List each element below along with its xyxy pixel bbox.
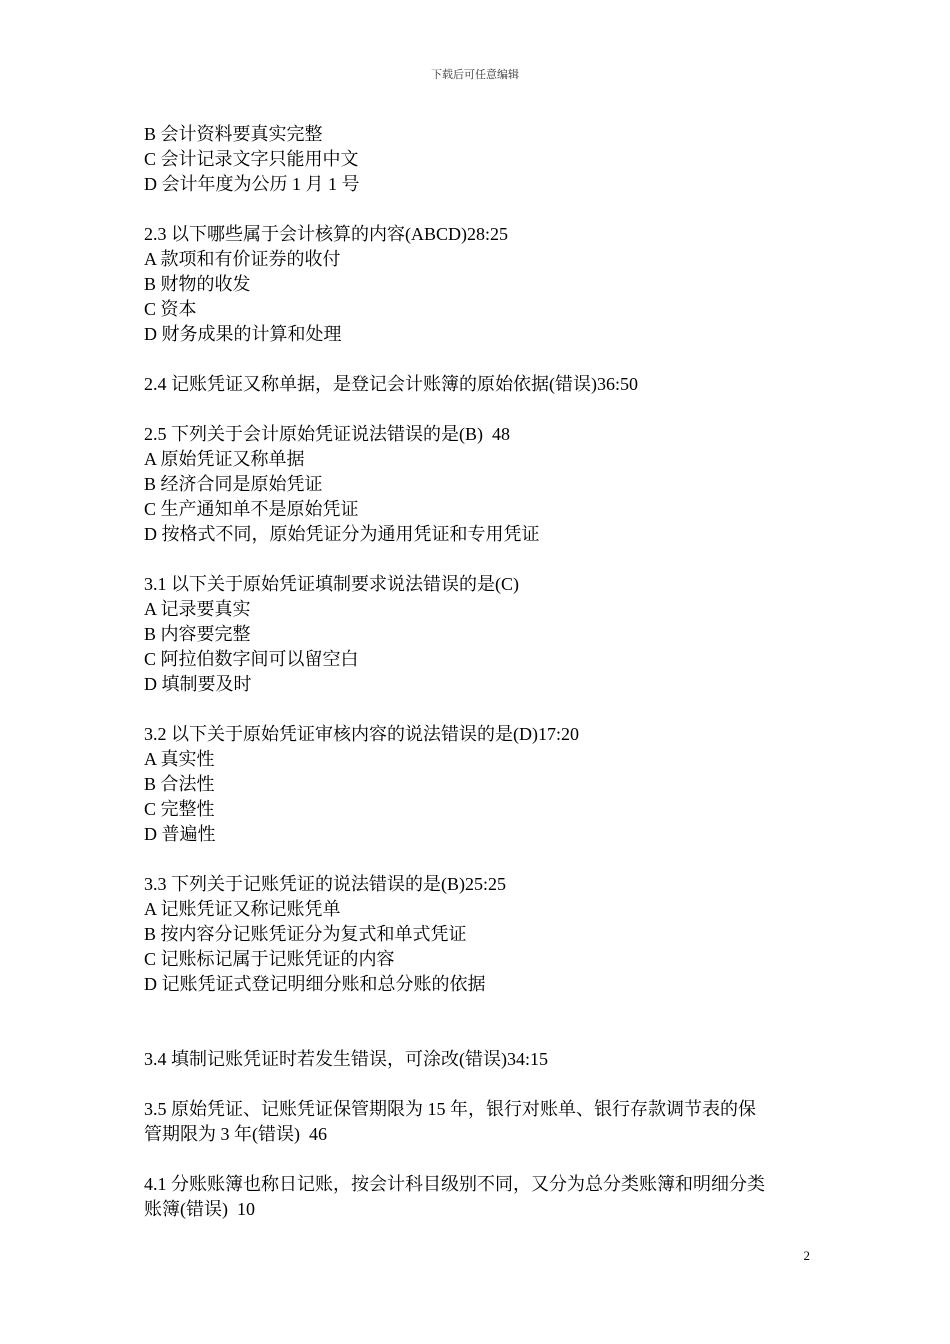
question-line: 3.4 填制记账凭证时若发生错误，可涂改(错误)34:15 xyxy=(144,1049,548,1069)
question-line: 3.5 原始凭证、记账凭证保管期限为 15 年，银行对账单、银行存款调节表的保 xyxy=(144,1099,756,1119)
question-line: 3.1 以下关于原始凭证填制要求说法错误的是(C) xyxy=(144,574,519,594)
option-line: D 记账凭证式登记明细分账和总分账的依据 xyxy=(144,974,486,994)
option-line: A 记账凭证又称记账凭单 xyxy=(144,899,341,919)
question-line: 2.4 记账凭证又称单据，是登记会计账簿的原始依据(错误)36:50 xyxy=(144,374,638,394)
option-line: B 合法性 xyxy=(144,774,215,794)
document-body xyxy=(144,122,808,1222)
option-line: D 普遍性 xyxy=(144,824,216,844)
question-line: 2.5 下列关于会计原始凭证说法错误的是(B) 48 xyxy=(144,424,510,444)
question-line: 3.3 下列关于记账凭证的说法错误的是(B)25:25 xyxy=(144,874,506,894)
option-line: A 记录要真实 xyxy=(144,599,251,619)
question-line: 2.3 以下哪些属于会计核算的内容(ABCD)28:25 xyxy=(144,224,508,244)
option-line: A 款项和有价证券的收付 xyxy=(144,249,341,269)
option-line: B 财物的收发 xyxy=(144,274,251,294)
page-number: 2 xyxy=(803,1248,810,1263)
question-line: 4.1 分账账簿也称日记账，按会计科目级别不同，又分为总分类账簿和明细分类 xyxy=(144,1174,765,1194)
option-line: C 会计记录文字只能用中文 xyxy=(144,149,359,169)
question-line: 管期限为 3 年(错误) 46 xyxy=(144,1124,327,1144)
option-line: C 阿拉伯数字间可以留空白 xyxy=(144,649,359,669)
option-line: B 会计资料要真实完整 xyxy=(144,124,323,144)
question-line: 账簿(错误) 10 xyxy=(144,1199,255,1219)
option-line: A 真实性 xyxy=(144,749,215,769)
option-line: C 记账标记属于记账凭证的内容 xyxy=(144,949,395,969)
option-line: C 资本 xyxy=(144,299,197,319)
page-header: 下载后可任意编辑 xyxy=(431,69,519,81)
option-line: A 原始凭证又称单据 xyxy=(144,449,305,469)
option-line: C 完整性 xyxy=(144,799,215,819)
question-line: 3.2 以下关于原始凭证审核内容的说法错误的是(D)17:20 xyxy=(144,724,579,744)
option-line: B 按内容分记账凭证分为复式和单式凭证 xyxy=(144,924,467,944)
option-line: D 按格式不同，原始凭证分为通用凭证和专用凭证 xyxy=(144,524,540,544)
option-line: D 会计年度为公历 1 月 1 号 xyxy=(144,174,360,194)
option-line: D 填制要及时 xyxy=(144,674,252,694)
option-line: D 财务成果的计算和处理 xyxy=(144,324,342,344)
option-line: B 经济合同是原始凭证 xyxy=(144,474,323,494)
option-line: B 内容要完整 xyxy=(144,624,251,644)
option-line: C 生产通知单不是原始凭证 xyxy=(144,499,359,519)
